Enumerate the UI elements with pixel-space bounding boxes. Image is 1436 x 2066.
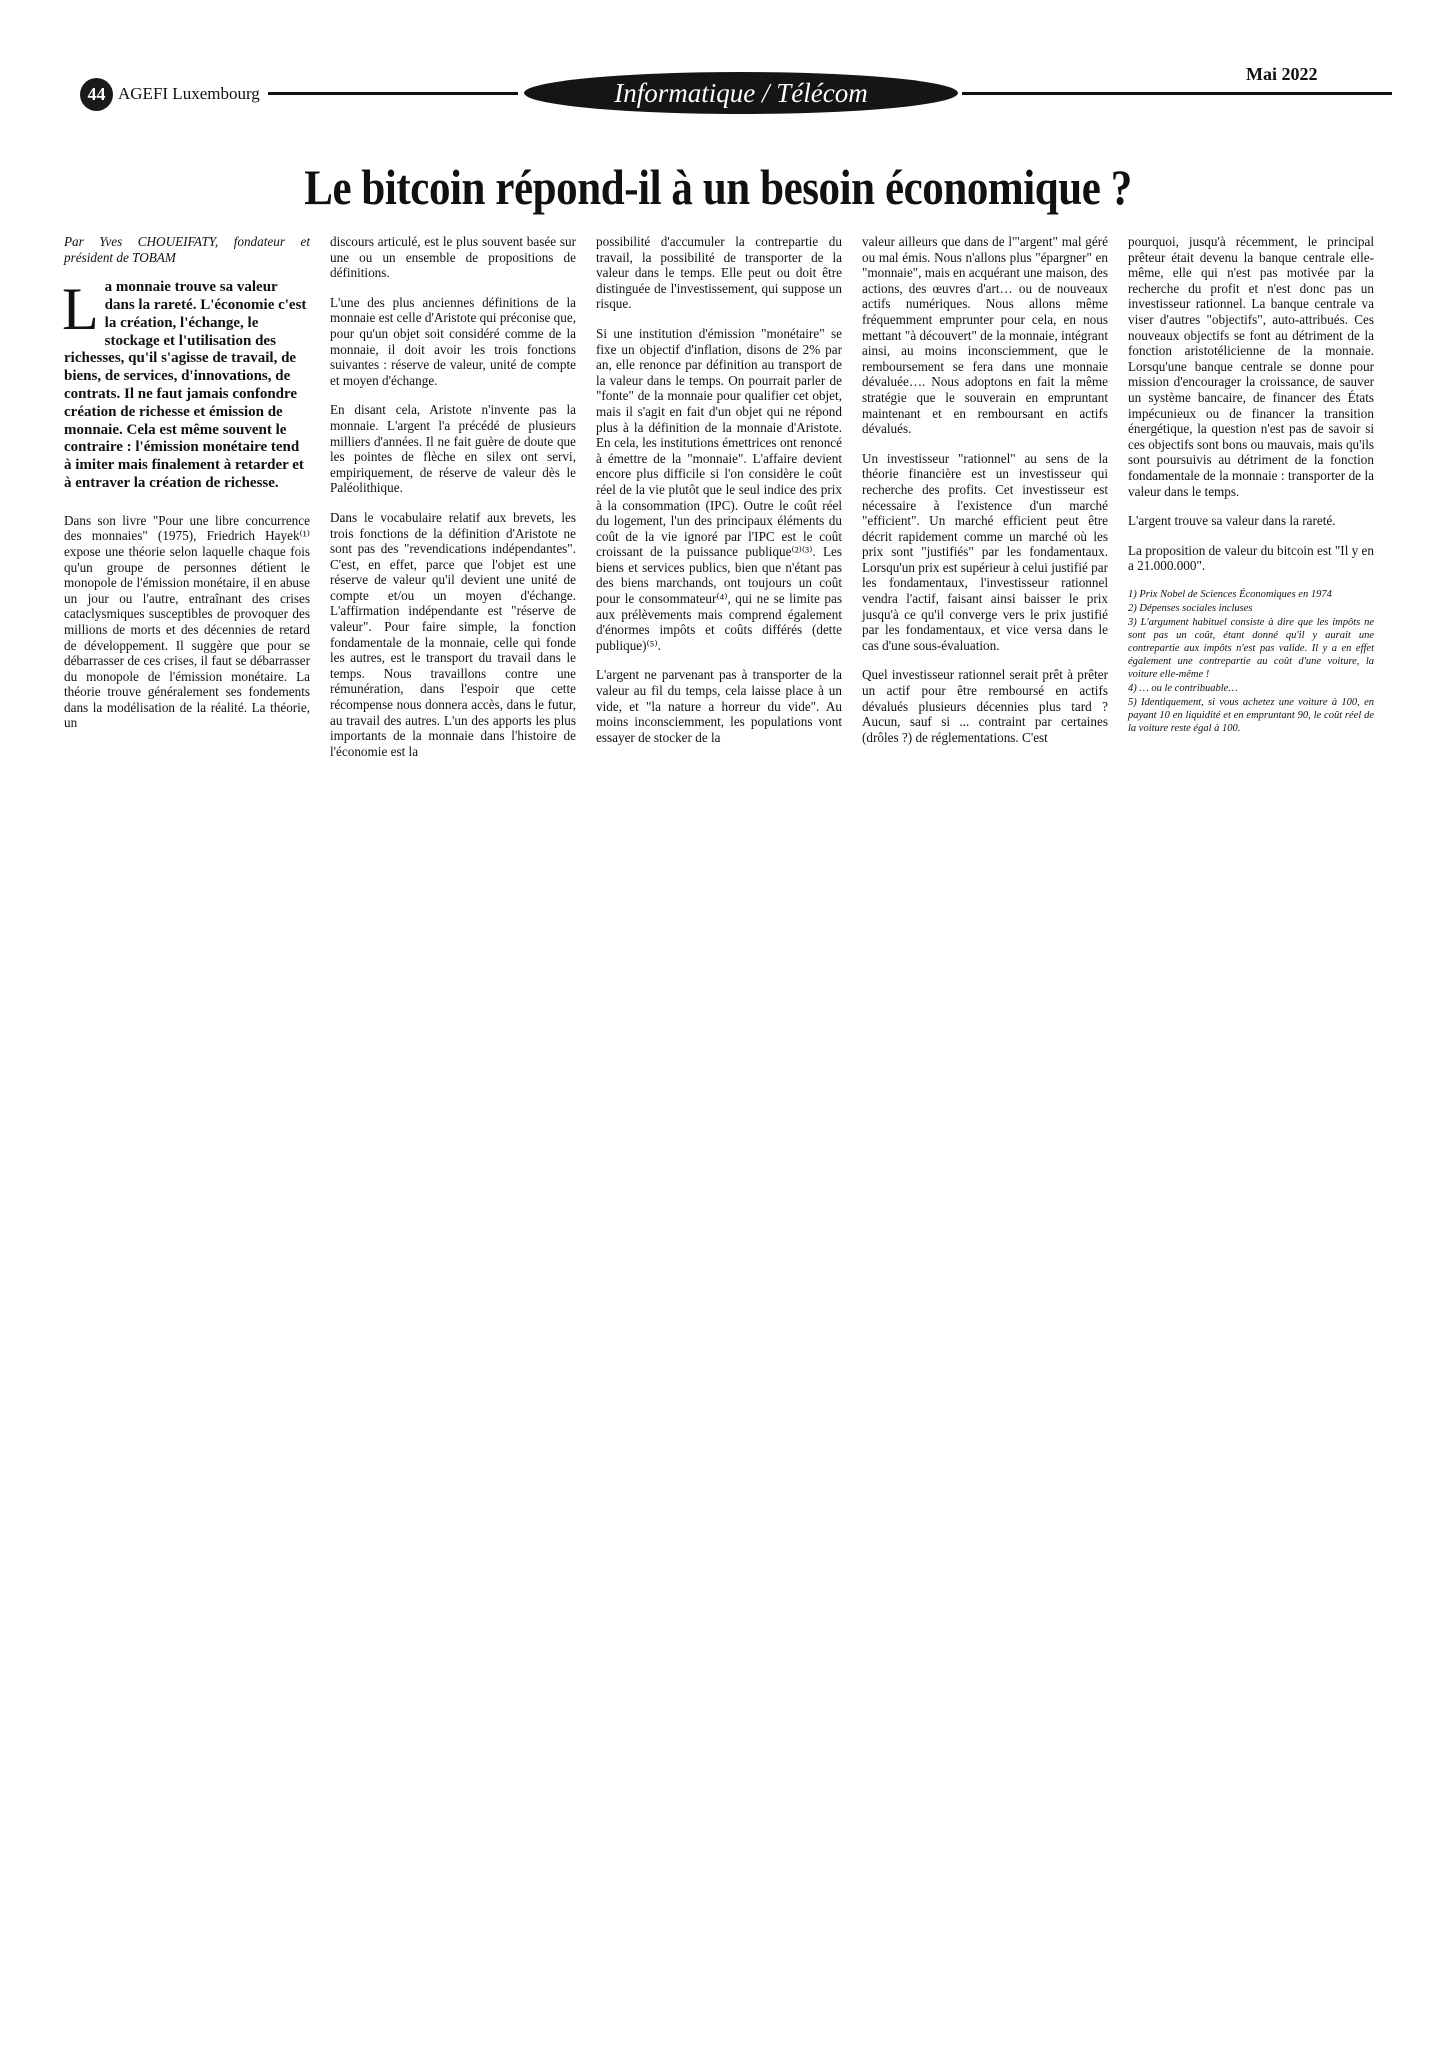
issue-date: Mai 2022	[1246, 64, 1318, 84]
paragraph: Si une institution d'émission "monétaire" se fixe un objectif d'inflation, disons de 2% par an, elle renonce par définition au transport de la valeur dans le temps. On pourrait parler de "fonte" de la monnaie pour qualifier cet objet, mais il s'agit en fait d'un objet qui ne répond plus à la définition de la monnaie d'Aristote. En cela, les institutions émettrices ont renoncé à émettre de la "monnaie". L'affaire devient encore plus difficile si l'on considère le coût réel de la vie plutôt que le seul indice des prix à la consommation (IPC). Outre le coût réel du logement, l'un des principaux éléments du coût de la vie ignoré par l'IPC est le coût croissant de la puissance publique⁽²⁾⁽³⁾. Les biens et services publics, bien que n'étant pas des biens marchands, ont toujours un coût pour le consommateur⁽⁴⁾, qui ne se limite pas aux prélèvements mais comprend également d'énormes impôts et coûts différés (dette publique)⁽⁵⁾.	[596, 325, 842, 653]
article-column-3	[596, 234, 842, 759]
section-label: Informatique / Télécom	[524, 72, 958, 114]
header-rule-left	[268, 92, 518, 95]
lede-text: a monnaie trouve sa valeur dans la rareté. L'économie c'est la création, l'échange, le stockage et l'utilisation des richesses, qu'il s'agisse de travail, de biens, de services, d'innovations, de contrats. Il ne faut jamais confondre création de richesse et émission de monnaie. Cela est même souvent le contraire : l'émission monétaire tend à imiter mais finalement à retarder et à entraver la création de richesse.	[64, 279, 307, 491]
paragraph: Dans le vocabulaire relatif aux brevets, les trois fonctions de la définition d'Aristote ne sont pas des "revendications indépendantes". C'est, en effet, parce que l'objet est une réserve de valeur qu'il devient une unité de compte et/ou un moyen d'échange. L'affirmation indépendante est "réserve de valeur". Pour faire simple, la fonction fondamentale de la monnaie, celle qui fonde les autres, est le transport du travail dans le temps. Nous travaillons contre une rémunération, dans l'espoir que cette récompense nous donnera accès, dans le futur, au travail des autres. L'un des apports les plus importants de la monnaie dans l'histoire de l'économie est la	[330, 509, 576, 759]
publication-name: AGEFI Luxembourg	[118, 84, 260, 103]
paragraph: L'une des plus anciennes définitions de la monnaie est celle d'Aristote qui préconise que, pour qu'un objet soit considéré comme de la monnaie, il doit avoir les trois fonctions suivantes : réserve de valeur, unité de compte et moyen d'échange.	[330, 294, 576, 388]
lede-paragraph	[62, 276, 310, 493]
paragraph: L'argent trouve sa valeur dans la rareté.	[1128, 513, 1336, 529]
footnote: 2) Dépenses sociales incluses	[1128, 602, 1253, 614]
article-column-4	[862, 234, 1108, 759]
footnote: 1) Prix Nobel de Sciences Économiques en 1974	[1128, 588, 1332, 600]
paragraph: possibilité d'accumuler la contrepartie du travail, la possibilité de transporter de la valeur dans le temps. Elle peut ou doit être distinguée de l'investissement, qui suppose un risque.	[596, 234, 842, 312]
paragraph: discours articulé, est le plus souvent basée sur une ou un ensemble de propositions de définitions.	[330, 234, 576, 281]
footnote: 5) Identiquement, si vous achetez une voiture à 100, en payant 10 en liquidité et en empruntant 90, le coût réel de la voiture reste égal à 100.	[1128, 696, 1374, 734]
article-column-5	[1128, 234, 1374, 736]
page-number: 44	[80, 78, 113, 111]
page-header	[0, 64, 1436, 118]
paragraph: pourquoi, jusqu'à récemment, le principal prêteur était devenu la banque centrale elle-même, elle qui n'est pas motivée par la recherche du profit et n'est donc pas un investisseur rationnel. La banque centrale va viser d'autres "objectifs", auto-attribués. Ces nouveaux objectifs se font au détriment de la fonction aristotélicienne de la monnaie. Lorsqu'une banque centrale se donne pour mission d'encourager la croissance, de sauver un système bancaire, de financer des États impécunieux ou de financer la transition énergétique, la question n'est pas de savoir si ces objectifs sont bons ou mauvais, mais qu'ils sont poursuivis au détriment de la fonction fondamentale de la monnaie : transporter de la valeur dans le temps.	[1128, 234, 1374, 499]
header-rule-right	[962, 92, 1392, 95]
paragraph: valeur ailleurs que dans de l'"argent" mal géré ou mal émis. Nous n'allons plus "épargner" en "monnaie", mais en acquérant une maison, des actions, des œuvres d'art… ou de nouveaux actifs numériques. Nous allons même fréquemment emprunter pour cela, en nous mettant "à découvert" de la monnaie, intégrant ainsi, au moins inconsciemment, que le remboursement se fera dans une monnaie dévaluée…. Nous adoptons en fait la même stratégie que le souverain en empruntant maintenant et en remboursant en actifs dévalués.	[862, 234, 1108, 437]
article-column-2	[330, 234, 576, 773]
paragraph: Quel investisseur rationnel serait prêt à prêter un actif pour être remboursé en actifs dévalués plusieurs décennies plus tard ? Aucun, sauf si ... contraint par certaines (drôles ?) de réglementations. C'est	[862, 667, 1108, 745]
drop-cap: L	[62, 276, 99, 343]
footnote: 3) L'argument habituel consiste à dire que les impôts ne sont pas un coût, étant donné qu'il y aurait une contrepartie aux impôts n'est pas valide. Il y a en effet également une contrepartie au coût d'une voiture, la voiture elle-même !	[1128, 616, 1374, 680]
paragraph: L'argent ne parvenant pas à transporter de la valeur au fil du temps, cela laisse place à un vide, et "la nature a horreur du vide". Au moins inconsciemment, les populations vont essayer de stocker de la	[596, 667, 842, 745]
paragraph: Dans son livre "Pour une libre concurrence des monnaies" (1975), Friedrich Hayek⁽¹⁾ expose une théorie selon laquelle chaque fois qu'un groupe de personnes détient le monopole de l'émission monétaire, il en abuse un jour ou l'autre, entraînant des crises cataclysmiques susceptibles de provoquer des millions de morts et des décennies de retard de développement. Il suggère que pour se débarrasser de ces crises, il faut se débarrasser du monopole de l'émission monétaire. La théorie trouve généralement ses fondements dans la modélisation de la réalité. La théorie, un	[64, 512, 310, 731]
footnote: 4) … ou le contribuable…	[1128, 682, 1238, 694]
paragraph: Un investisseur "rationnel" au sens de la théorie financière est un investisseur qui recherche des profits. Cet investisseur est nécessaire à l'existence d'un marché "efficient". Un marché efficient peut être décrit rapidement comme un marché où les prix sont "justifiés" par les fondamentaux. Lorsqu'un prix est supérieur à celui justifié par les fondamentaux, l'investisseur rationnel vendra l'actif, faisant ainsi baisser le prix jusqu'à ce qu'il converge vers le prix justifié par les fondamentaux, et vice versa dans le cas d'une sous-évaluation.	[862, 450, 1108, 653]
article-column-1	[64, 234, 310, 745]
paragraph: La proposition de valeur du bitcoin est "Il y en a 21.000.000".	[1128, 542, 1374, 574]
paragraph: En disant cela, Aristote n'invente pas la monnaie. L'argent l'a précédé de plusieurs milliers d'années. Il ne fait guère de doute que les pointes de flèche en silex ont servi, empiriquement, de réserve de valeur dès le Paléolithique.	[330, 402, 576, 496]
footnotes	[1128, 588, 1374, 735]
article-title: Le bitcoin répond-il à un besoin économique ?	[304, 159, 1132, 215]
byline: Par Yves CHOUEIFATY, fondateur et président de TOBAM	[64, 234, 310, 265]
